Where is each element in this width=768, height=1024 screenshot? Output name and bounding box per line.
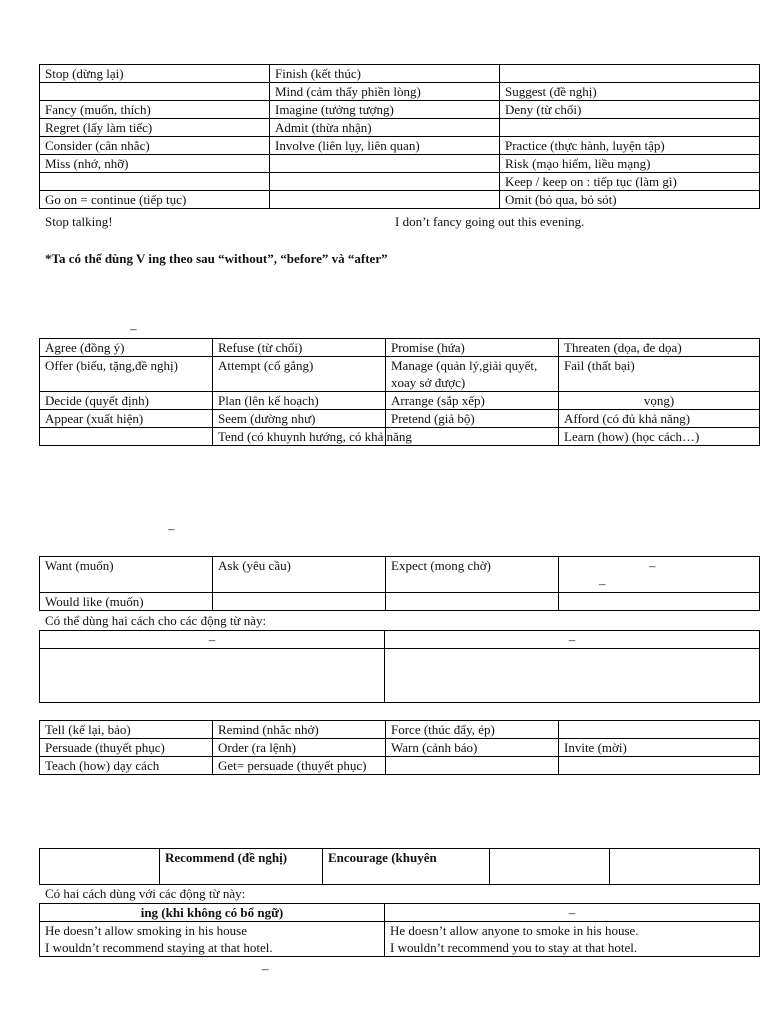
table-cell: Decide (quyết định) — [40, 392, 213, 410]
table-cell: Stop (dừng lại) — [40, 65, 270, 83]
table-cell: Threaten (dọa, đe dọa) — [559, 339, 760, 357]
table-cell: Remind (nhắc nhở) — [213, 721, 386, 739]
example-line: I wouldn’t recommend staying at that hotel. — [45, 940, 273, 955]
table-cell: Admit (thừa nhận) — [270, 119, 500, 137]
table-cell: Practice (thực hành, luyện tập) — [500, 137, 760, 155]
table-cell: Encourage (khuyên — [323, 849, 490, 885]
table-cell: Consider (cân nhắc) — [40, 137, 270, 155]
table-row — [40, 191, 760, 209]
cell-dash: – — [649, 558, 656, 573]
table-cell — [40, 173, 270, 191]
table-cell — [386, 757, 559, 775]
table-row — [40, 65, 760, 83]
table-header-cell: ing (khi không có bổ ngữ) — [40, 904, 385, 922]
infinitive-verbs-table — [39, 338, 760, 446]
table-row — [40, 721, 760, 739]
example-fancy: I don’t fancy going out this evening. — [395, 214, 585, 229]
table-cell: Mind (cảm thấy phiền lòng) — [270, 83, 500, 101]
table-row — [40, 173, 760, 191]
section-dash: – — [130, 321, 137, 336]
table-cell — [386, 593, 559, 611]
usage-examples-table — [39, 903, 760, 957]
table-cell — [500, 119, 760, 137]
table-row — [40, 119, 760, 137]
table-header-cell: – — [385, 904, 760, 922]
table-cell: Ask (yêu cầu) — [213, 557, 386, 593]
table-cell — [40, 849, 160, 885]
table-cell: Regret (lấy làm tiếc) — [40, 119, 270, 137]
example-line: He doesn’t allow anyone to smoke in his house. — [390, 923, 639, 938]
table-header-cell: – — [40, 631, 385, 649]
table-cell — [559, 757, 760, 775]
note-two-usages: Có hai cách dùng với các động từ này: — [45, 886, 246, 901]
table-cell: Expect (mong chờ) — [386, 557, 559, 593]
table-cell — [385, 922, 760, 957]
object-required-verbs-table — [39, 720, 760, 775]
table-cell: Tend (có khuynh hướng, có khả năng — [213, 428, 386, 446]
table-cell — [500, 65, 760, 83]
table-cell: Finish (kết thúc) — [270, 65, 500, 83]
note-two-ways: Có thể dùng hai cách cho các động từ này: — [45, 613, 267, 628]
example-line: He doesn’t allow smoking in his house — [45, 923, 247, 938]
table-cell: Deny (từ chối) — [500, 101, 760, 119]
table-cell: Learn (how) (học cách…) — [559, 428, 760, 446]
table-cell: Invite (mời) — [559, 739, 760, 757]
table-cell: Suggest (đề nghị) — [500, 83, 760, 101]
gerund-verbs-table — [39, 64, 760, 209]
recommend-verbs-table — [39, 848, 760, 885]
example-line: I wouldn’t recommend you to stay at that hotel. — [390, 940, 638, 955]
table-cell: Plan (lên kế hoạch) — [213, 392, 386, 410]
table-cell: Go on = continue (tiếp tục) — [40, 191, 270, 209]
table-cell — [270, 155, 500, 173]
table-row — [40, 339, 760, 357]
table-cell: Recommend (đề nghị) — [160, 849, 323, 885]
table-cell: Get= persuade (thuyết phục) — [213, 757, 386, 775]
table-cell — [213, 593, 386, 611]
note-ving-after-prepositions: *Ta có thể dùng V ing theo sau “without”, “before” và “after” — [45, 251, 388, 266]
table-cell: Fail (thất bại) — [559, 357, 760, 392]
table-cell: Keep / keep on : tiếp tục (làm gì) — [500, 173, 760, 191]
table-cell: vọng) — [559, 392, 760, 410]
table-cell — [559, 593, 760, 611]
table-row — [40, 137, 760, 155]
table-cell: Pretend (giả bộ) — [386, 410, 559, 428]
table-cell: Seem (dường như) — [213, 410, 386, 428]
table-cell: Fancy (muốn, thích) — [40, 101, 270, 119]
table-cell — [40, 83, 270, 101]
table-cell — [490, 849, 610, 885]
table-cell: Miss (nhớ, nhỡ) — [40, 155, 270, 173]
cell-dash: – — [599, 576, 606, 591]
table-row — [40, 357, 760, 392]
table-cell: Attempt (cố gắng) — [213, 357, 386, 392]
table-cell: Tell (kể lại, bảo) — [40, 721, 213, 739]
table-row — [40, 410, 760, 428]
table-row — [40, 392, 760, 410]
table-cell — [559, 557, 760, 593]
table-cell: Risk (mạo hiểm, liều mạng) — [500, 155, 760, 173]
table-cell: Order (ra lệnh) — [213, 739, 386, 757]
table-cell: Manage (quản lý,giải quyết, xoay sở được) — [386, 357, 559, 392]
table-cell: Force (thúc đẩy, ép) — [386, 721, 559, 739]
table-cell — [270, 191, 500, 209]
table-cell — [40, 922, 385, 957]
table-row — [40, 739, 760, 757]
table-cell: Afford (có đủ khả năng) — [559, 410, 760, 428]
section-dash: – — [262, 961, 269, 976]
table-cell — [559, 721, 760, 739]
table-cell: Omit (bỏ qua, bỏ sót) — [500, 191, 760, 209]
table-cell — [610, 849, 760, 885]
table-cell: Agree (đồng ý) — [40, 339, 213, 357]
table-row — [40, 155, 760, 173]
table-header-cell: – — [385, 631, 760, 649]
table-cell: Promise (hứa) — [386, 339, 559, 357]
table-cell: Arrange (sắp xếp) — [386, 392, 559, 410]
table-row — [40, 757, 760, 775]
table-cell: Appear (xuất hiện) — [40, 410, 213, 428]
example-stop-talking: Stop talking! — [45, 214, 113, 229]
table-cell: Refuse (từ chối) — [213, 339, 386, 357]
table-row — [40, 83, 760, 101]
table-cell: Imagine (tưởng tượng) — [270, 101, 500, 119]
table-cell — [270, 173, 500, 191]
table-cell: Warn (cảnh báo) — [386, 739, 559, 757]
two-ways-table — [39, 630, 760, 703]
table-cell — [40, 649, 385, 703]
section-dash: – — [168, 521, 175, 536]
table-cell: Teach (how) dạy cách — [40, 757, 213, 775]
table-cell: Offer (biếu, tặng,đề nghị) — [40, 357, 213, 392]
table-row — [40, 428, 760, 446]
object-optional-verbs-table — [39, 556, 760, 611]
table-cell — [385, 649, 760, 703]
table-cell — [40, 428, 213, 446]
table-cell: Persuade (thuyết phục) — [40, 739, 213, 757]
table-row — [40, 101, 760, 119]
table-cell: Involve (liên lụy, liên quan) — [270, 137, 500, 155]
table-cell: Would like (muốn) — [40, 593, 213, 611]
table-cell: Want (muốn) — [40, 557, 213, 593]
